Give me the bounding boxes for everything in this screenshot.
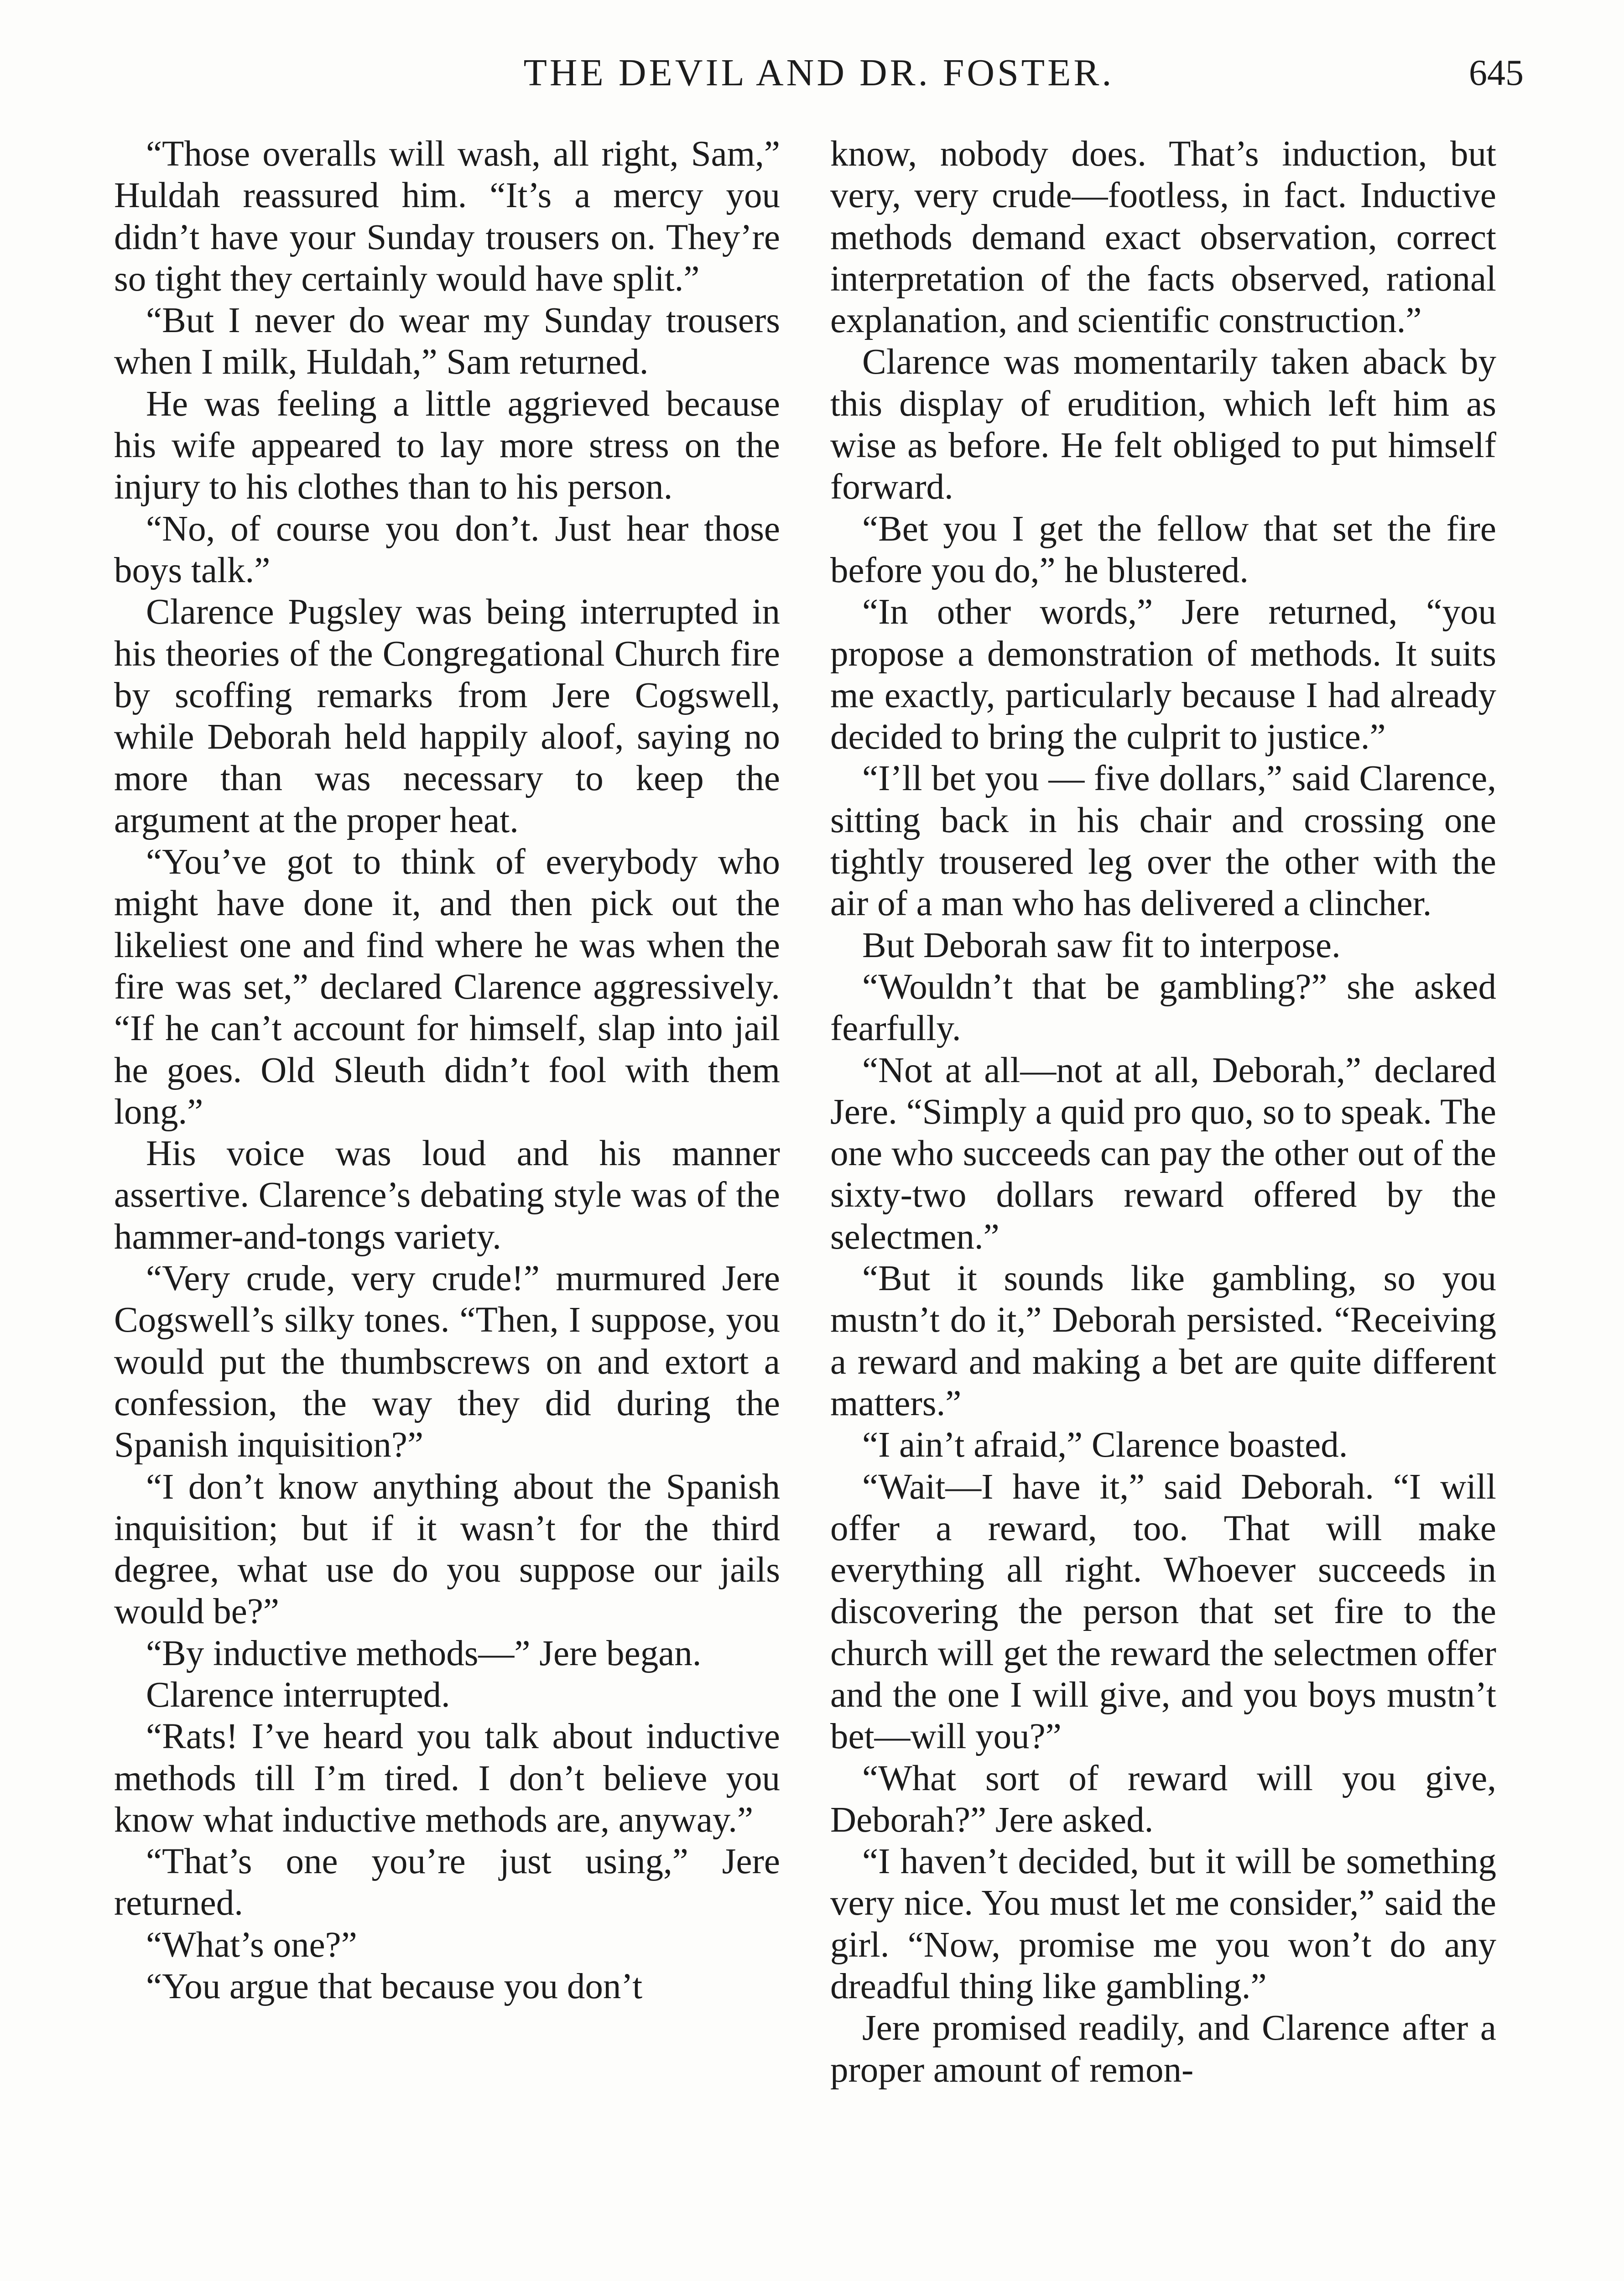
paragraph: “In other words,” Jere returned, “you propose a demonstration of methods. It suits me exactly, particularly because I had already decided to bring the culprit to justice.”	[830, 592, 1496, 757]
paragraph: “You’ve got to think of everybody who might have done it, and then pick out the likeliest one and find where he was when the fire was set,” declared Clarence aggressively. “If he can’t account for himself, slap into jail he goes. Old Sleuth didn’t fool with them long.”	[114, 842, 780, 1132]
paragraph: “You argue that because you don’t	[146, 1967, 643, 2007]
paragraph: “Wait—I have it,” said Deborah. “I will offer a reward, too. That will make everything all right. Whoever succeeds in discovering the person that set fire to the church will get the reward the selectmen offer and the one I will give, and you boys mustn’t bet—will you?”	[830, 1467, 1496, 1757]
paragraph: “Wouldn’t that be gambling?” she asked fearfully.	[830, 967, 1496, 1049]
paragraph: “What sort of reward will you give, Deborah?” Jere asked.	[830, 1758, 1496, 1840]
running-title: THE DEVIL AND DR. FOSTER.	[523, 52, 1114, 94]
paragraph: “Those overalls will wash, all right, Sam,” Huldah reassured him. “It’s a mercy you didn’t have your Sunday trousers on. They’re so tight they certainly would have split.”	[114, 134, 780, 299]
paragraph: “But I never do wear my Sunday trousers when I milk, Huldah,” Sam returned.	[114, 301, 780, 382]
paragraph: Clarence interrupted.	[146, 1675, 450, 1715]
paragraph: “I haven’t decided, but it will be something very nice. You must let me consider,” said the girl. “Now, promise me you won’t do any dreadful thing like gambling.”	[830, 1842, 1496, 2007]
paragraph: But Deborah saw fit to interpose.	[862, 925, 1341, 965]
paragraph: “Bet you I get the fellow that set the fire before you do,” he blustered.	[830, 509, 1496, 590]
paragraph: “No, of course you don’t. Just hear those boys talk.”	[114, 509, 780, 590]
paragraph: “I don’t know anything about the Spanish inquisition; but if it wasn’t for the third degree, what use do you suppose our jails would be?”	[114, 1467, 780, 1632]
paragraph: “Rats! I’ve heard you talk about inductive methods till I’m tired. I don’t believe you know what inductive methods are, anyway.”	[114, 1717, 780, 1840]
paragraph: Clarence Pugsley was being interrupted in his theories of the Congregational Church fire by scoffing remarks from Jere Cogswell, while Deborah held happily aloof, saying no more than was necessary to keep the argument at the proper heat.	[114, 592, 780, 840]
paragraph: “By inductive methods—” Jere began.	[146, 1633, 702, 1673]
paragraph-continuation: know, nobody does. That’s induction, but very, very crude—footless, in fact. Inductive methods demand exact observation, correct interpretation of the facts observed, rational explanation, and scientific construction.”	[830, 134, 1496, 341]
paragraph: “But it sounds like gambling, so you mustn’t do it,” Deborah persisted. “Receiving a reward and making a bet are quite different matters.”	[830, 1259, 1496, 1423]
paragraph: Jere promised readily, and Clarence after a proper amount of remon-	[830, 2008, 1496, 2090]
right-column	[830, 133, 1496, 2281]
paragraph: “What’s one?”	[146, 1925, 357, 1965]
paragraph: “That’s one you’re just using,” Jere returned.	[114, 1842, 780, 1923]
page-number: 645	[1469, 53, 1524, 93]
paragraph: Clarence was momentarily taken aback by this display of erudition, which left him as wise as before. He felt obliged to put himself forward.	[830, 342, 1496, 507]
paragraph: “Very crude, very crude!” murmured Jere Cogswell’s silky tones. “Then, I suppose, you would put the thumbscrews on and extort a confession, the way they did during the Spanish inquisition?”	[114, 1259, 780, 1465]
paragraph: He was feeling a little aggrieved because his wife appeared to lay more stress on the injury to his clothes than to his person.	[114, 384, 780, 507]
paragraph: “Not at all—not at all, Deborah,” declared Jere. “Simply a quid pro quo, so to speak. The one who succeeds can pay the other out of the sixty-two dollars reward offered by the selectmen.”	[830, 1050, 1496, 1257]
paragraph: His voice was loud and his manner assertive. Clarence’s debating style was of the hammer-and-tongs variety.	[114, 1134, 780, 1257]
left-column	[114, 133, 780, 2281]
paragraph: “I’ll bet you — five dollars,” said Clarence, sitting back in his chair and crossing one tightly trousered leg over the other with the air of a man who has delivered a clincher.	[830, 759, 1496, 924]
paragraph: “I ain’t afraid,” Clarence boasted.	[862, 1425, 1348, 1465]
running-head	[114, 43, 1524, 103]
